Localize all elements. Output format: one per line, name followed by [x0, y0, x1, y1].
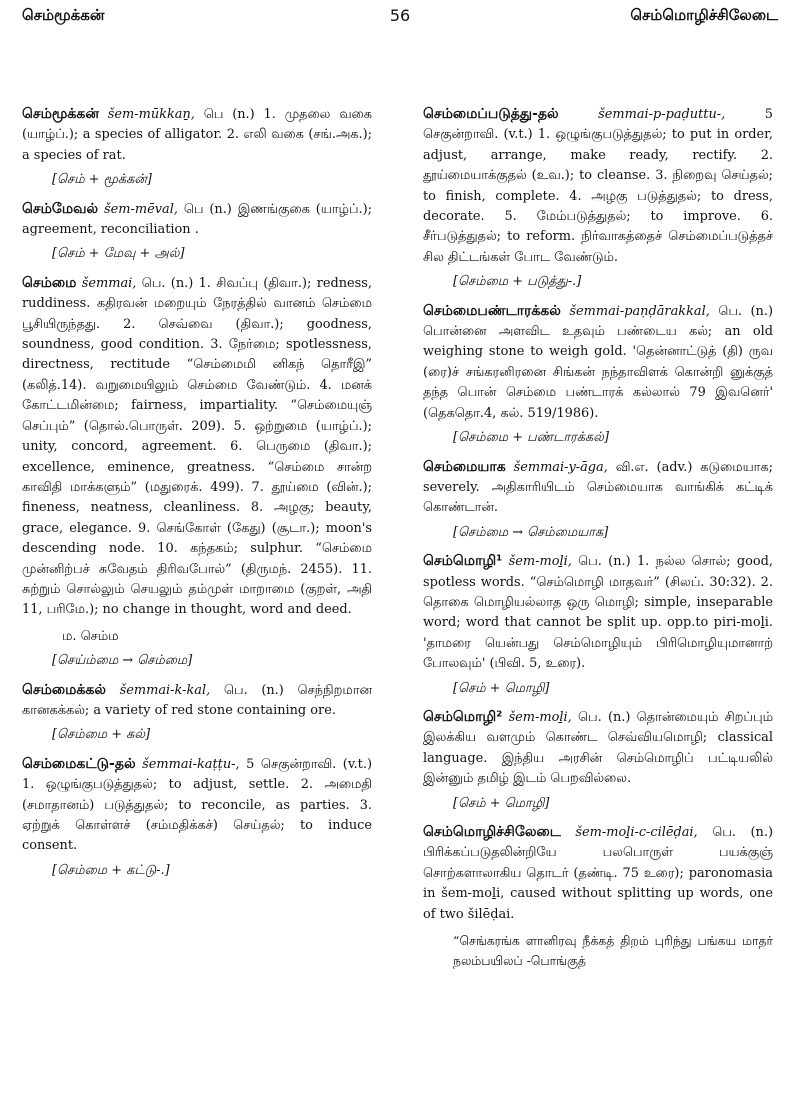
etymology: [செம்மை + படுத்து-.]: [453, 274, 582, 290]
dictionary-entry: [423, 457, 773, 544]
definition: பெ. (n.) செந்நிறமான கானகக்கல்; a variety of red stone containing ore.: [22, 682, 372, 718]
definition: பெ (n.) 1. முதலை வகை (யாழ்ப்.); a species of alligator. 2. எலி வகை (சங்.அக.); a species of rat.: [22, 107, 372, 163]
dictionary-entry: [22, 754, 372, 881]
transliteration: šemmai-k-kal,: [105, 682, 211, 698]
dictionary-entry: [423, 822, 773, 972]
dictionary-entry: [22, 199, 372, 265]
etymology: [செம்மை + கட்டு-.]: [52, 862, 170, 878]
definition: பெ (n.) இணங்குகை (யாழ்ப்.); agreement, reconciliation .: [22, 201, 372, 238]
quotation: “செங்கரங்க ளானிரவு நீக்கத் திறம் புரிந்து பங்கய மாதர் நலம்பயிலப் -பொங்குத்: [453, 933, 773, 969]
running-head-left: செம்மூக்கன்: [22, 6, 105, 24]
etymology: [செம்மை + கல்]: [52, 727, 151, 743]
definition: பெ. (n.) பிரிக்கப்படுதலின்றியே பலபொருள் பயக்குஞ் சொற்களாலாகிய தொடர் (தண்டி. 75 உரை); paronomasia in šem-moḻi, caused without splitting up words, one of two šilēḍai.: [423, 825, 773, 922]
transliteration: šem-moḻi-c-cilēḍai,: [560, 825, 698, 840]
page-number: 56: [389, 6, 411, 25]
headword: செம்மைகட்டு-தல்: [22, 755, 136, 772]
dictionary-entry: [423, 104, 773, 293]
dictionary-entry: [22, 104, 372, 191]
etymology: [செம்மை → செம்மையாக]: [453, 524, 609, 540]
right-column: [423, 104, 773, 978]
definition: பெ. (n.) பொன்னை அளவிட உதவும் பண்டைய கல்; an old weighing stone to weigh gold. 'தென்னாட்டுத் (தி) ருவ (ரை)ச் சங்கரனிரனை சிங்கன் நந்தாவிளக் கொன்றி னுக்குத் தந்த பொன் செம்மை பண்டாரக் கல்லால் 79 இவனெர்' (தெகதொ.4, கல். 519/1986).: [423, 303, 773, 421]
running-head-right: செம்மொழிச்சிலேடை: [630, 6, 778, 24]
malayalam-cognate: ம. செம்ம: [62, 628, 119, 644]
headword: செம்மேவல்: [22, 200, 99, 217]
headword: செம்மொழி²: [423, 708, 503, 725]
transliteration: šem-mūkkaṉ,: [98, 107, 195, 122]
dictionary-entry: [423, 551, 773, 699]
headword: செம்மொழி¹: [423, 553, 503, 570]
etymology: [செய்ம்மை → செம்மை]: [52, 653, 193, 669]
etymology: [செம் + மேவு + அல்]: [52, 246, 185, 262]
transliteration: šem-moḻi,: [502, 554, 572, 570]
headword: செம்மை: [22, 274, 77, 291]
definition: பெ. (n.) 1. சிவப்பு (திவா.); redness, ruddiness. கதிரவன் மறையும் நேரத்தில் வானம் செம்மை பூசியிருந்தது. 2. செவ்வை (திவா.); goodness, soundness, good condition. 3. நேர்மை; spotlessness, directness, rectitude “செம்மைமி னிகந் தொரீஇ” (கலித்.14). வறுமையிலும் செம்மை வேண்டும். 4. மனக் கோட்டமின்மை; fairness, impartiality. “செம்மையுஞ் செப்பும்” (தொல்.பொருள். 209). 5. ஒற்றுமை (யாழ்ப்.); unity, concord, agreement. 6. பெருமை (திவா.); excellence, eminence, greatness. “செம்மை சான்ற காவிதி மாக்களும்” (மதுரைக். 499). 7. தூய்மை (வின்.); fineness, neatness, cleanliness. 8. அழகு; beauty, grace, elegance. 9. செங்கோள் (கேது) (சூடா.); moon's descending node. 10. கந்தகம்; sulphur. “செம்மை முன்னிற்பச் சுவேதம் திரிவபோல்” (திருமந். 2455). 11. சுற்றும் சொல்லும் செயலும் தம்முள் மாறாமை (குறள், அதி 11, பரிமே.); no change in thought, word and deed.: [22, 275, 372, 618]
definition: 5 செகுன்றாவி. (v.t.) 1. ஒழுங்குபடுத்துதல்; to put in order, adjust, arrange, make ready, rectify. 2. தூய்மையாக்குதல் (உவ.); to cleanse. 3. நிறைவு செய்தல்; to finish, complete. 4. அழகு படுத்துதல்; to dress, decorate. 5. மேம்படுத்துதல்; to improve. 6. சீர்படுத்துதல்; to reform. நிர்வாகத்தைச் செம்மைப்படுத்தச் சில திட்டங்கள் போட வேண்டும்.: [423, 107, 773, 265]
definition: 5 செகுன்றாவி. (v.t.) 1. ஒழுங்குபடுத்துதல்; to adjust, settle. 2. அமைதி (சமாதானம்) படுத்துதல்; to reconcile, as parties. 3. ஏற்றுக் கொள்ளச் (சம்மதிக்கச்) செய்தல்; to induce consent.: [22, 756, 372, 854]
transliteration: šemmai-kaṭṭu-,: [135, 756, 240, 772]
left-column: [22, 104, 372, 889]
etymology: [செம் + மொழி]: [453, 680, 550, 696]
etymology: [செம்மை + பண்டாரக்கல்]: [453, 430, 610, 446]
transliteration: šemmai-y-āga,: [505, 459, 608, 475]
dictionary-entry: [423, 707, 773, 814]
transliteration: šemmai,: [76, 275, 137, 291]
dictionary-entry: [22, 273, 372, 672]
dictionary-entry: [22, 680, 372, 746]
transliteration: šemmai-p-paḍuttu-,: [558, 107, 726, 122]
definition: பெ. (n.) தொன்மையும் சிறப்பும் இலக்கிய வளமும் கொண்ட செவ்வியமொழி; classical language. இந்திய அரசின் செம்மொழிப் பட்டியலில் இன்னும் தமிழ் இடம் பெறவில்லை.: [423, 709, 773, 787]
transliteration: šemmai-paṇḍārakkal,: [560, 303, 710, 319]
headword: செம்மையாக: [423, 458, 506, 475]
headword: செம்மைப்படுத்து-தல்: [423, 106, 559, 122]
definition: வி.எ. (adv.) கடுமையாக; severely. அதிகாரியிடம் செம்மையாக வாங்கிக் கட்டிக் கொண்டான்.: [423, 459, 773, 516]
etymology: [செம் + மொழி]: [453, 795, 550, 811]
page-header: [22, 6, 778, 38]
transliteration: šem-mēval,: [98, 201, 178, 217]
headword: செம்மூக்கன்: [22, 106, 99, 122]
headword: செம்மொழிச்சிலேடை: [423, 824, 561, 840]
etymology: [செம் + மூக்கன்]: [52, 172, 152, 188]
dictionary-entry: [423, 301, 773, 449]
headword: செம்மைக்கல்: [22, 681, 106, 698]
headword: செம்மைபண்டாரக்கல்: [423, 302, 561, 319]
transliteration: šem-moḻi,: [502, 709, 572, 725]
definition: பெ. (n.) 1. நல்ல சொல்; good, spotless words. “செம்மொழி மாதவர்” (சிலப். 30:32). 2. தொகை மொழியல்லாத ஒரு மொழி; simple, inseparable word; word that cannot be split up. opp.to piri-moḻi. 'தாமரை யென்பது செம்மொழியும் பிரிமொழியுமானாற் போலவும்' (பிவி. 5, உரை).: [423, 554, 773, 672]
